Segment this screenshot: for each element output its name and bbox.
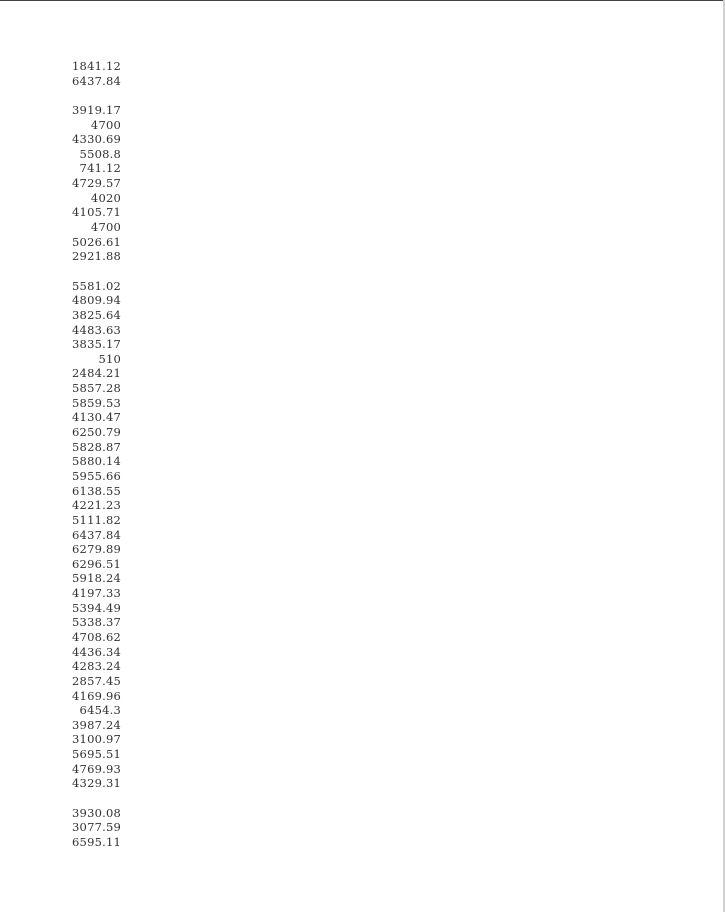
- value-cell: 6595.11: [72, 834, 121, 849]
- value-cell: 4197.33: [72, 586, 121, 601]
- value-cell: 3077.59: [72, 820, 121, 835]
- value-cell: 6437.84: [72, 527, 121, 542]
- value-cell: 4105.71: [72, 205, 121, 220]
- value-cell: 4330.69: [72, 132, 121, 147]
- value-cell: 2921.88: [72, 249, 121, 264]
- value-cell: 741.12: [79, 161, 121, 176]
- value-cell: 5859.53: [72, 395, 121, 410]
- value-cell: 4708.62: [72, 629, 121, 644]
- value-cell: 5828.87: [72, 439, 121, 454]
- value-cell: 4809.94: [72, 293, 121, 308]
- value-cell: 3930.08: [72, 805, 121, 820]
- value-cell: 510: [98, 351, 121, 366]
- value-cell: 3835.17: [72, 337, 121, 352]
- value-cell: 3100.97: [72, 732, 121, 747]
- value-cell: 3825.64: [72, 307, 121, 322]
- value-cell: 4729.57: [72, 176, 121, 191]
- value-cell: 4020: [90, 190, 121, 205]
- value-cell: 2484.21: [72, 366, 121, 381]
- value-cell: 1841.12: [72, 59, 121, 73]
- blank-row: [60, 88, 121, 103]
- value-cell: 4329.31: [72, 776, 121, 791]
- value-cell: 5026.61: [72, 234, 121, 249]
- value-cell: 2857.45: [72, 673, 121, 688]
- value-cell: 5338.37: [72, 615, 121, 630]
- value-cell: 5581.02: [72, 278, 121, 293]
- value-cell: 4130.47: [72, 410, 121, 425]
- value-cell: 4483.63: [72, 322, 121, 337]
- value-cell: 4700: [90, 117, 121, 132]
- value-column: [60, 59, 121, 850]
- value-cell: 4436.34: [72, 644, 121, 659]
- value-cell: 6279.89: [72, 542, 121, 557]
- value-cell: 4221.23: [72, 498, 121, 513]
- page-top-border: [0, 0, 725, 1]
- value-cell: 5857.28: [72, 381, 121, 396]
- value-cell: 5508.8: [79, 146, 121, 161]
- value-cell: 4169.96: [72, 688, 121, 703]
- value-cell: 6250.79: [72, 425, 121, 440]
- value-cell: 5918.24: [72, 571, 121, 586]
- value-cell: 4283.24: [72, 659, 121, 674]
- blank-row: [60, 791, 121, 806]
- value-cell: 4769.93: [72, 761, 121, 776]
- value-cell: 5955.66: [72, 468, 121, 483]
- value-cell: 5880.14: [72, 454, 121, 469]
- value-cell: 6454.3: [79, 703, 121, 718]
- value-cell: 5111.82: [72, 512, 121, 527]
- value-cell: 3987.24: [72, 717, 121, 732]
- value-cell: 6296.51: [72, 556, 121, 571]
- value-cell: 6437.84: [72, 73, 121, 88]
- value-cell: 3919.17: [72, 102, 121, 117]
- blank-row: [60, 264, 121, 279]
- value-cell: 5394.49: [72, 600, 121, 615]
- value-cell: 5695.51: [72, 747, 121, 762]
- value-cell: 6138.55: [72, 483, 121, 498]
- value-cell: 4700: [90, 220, 121, 235]
